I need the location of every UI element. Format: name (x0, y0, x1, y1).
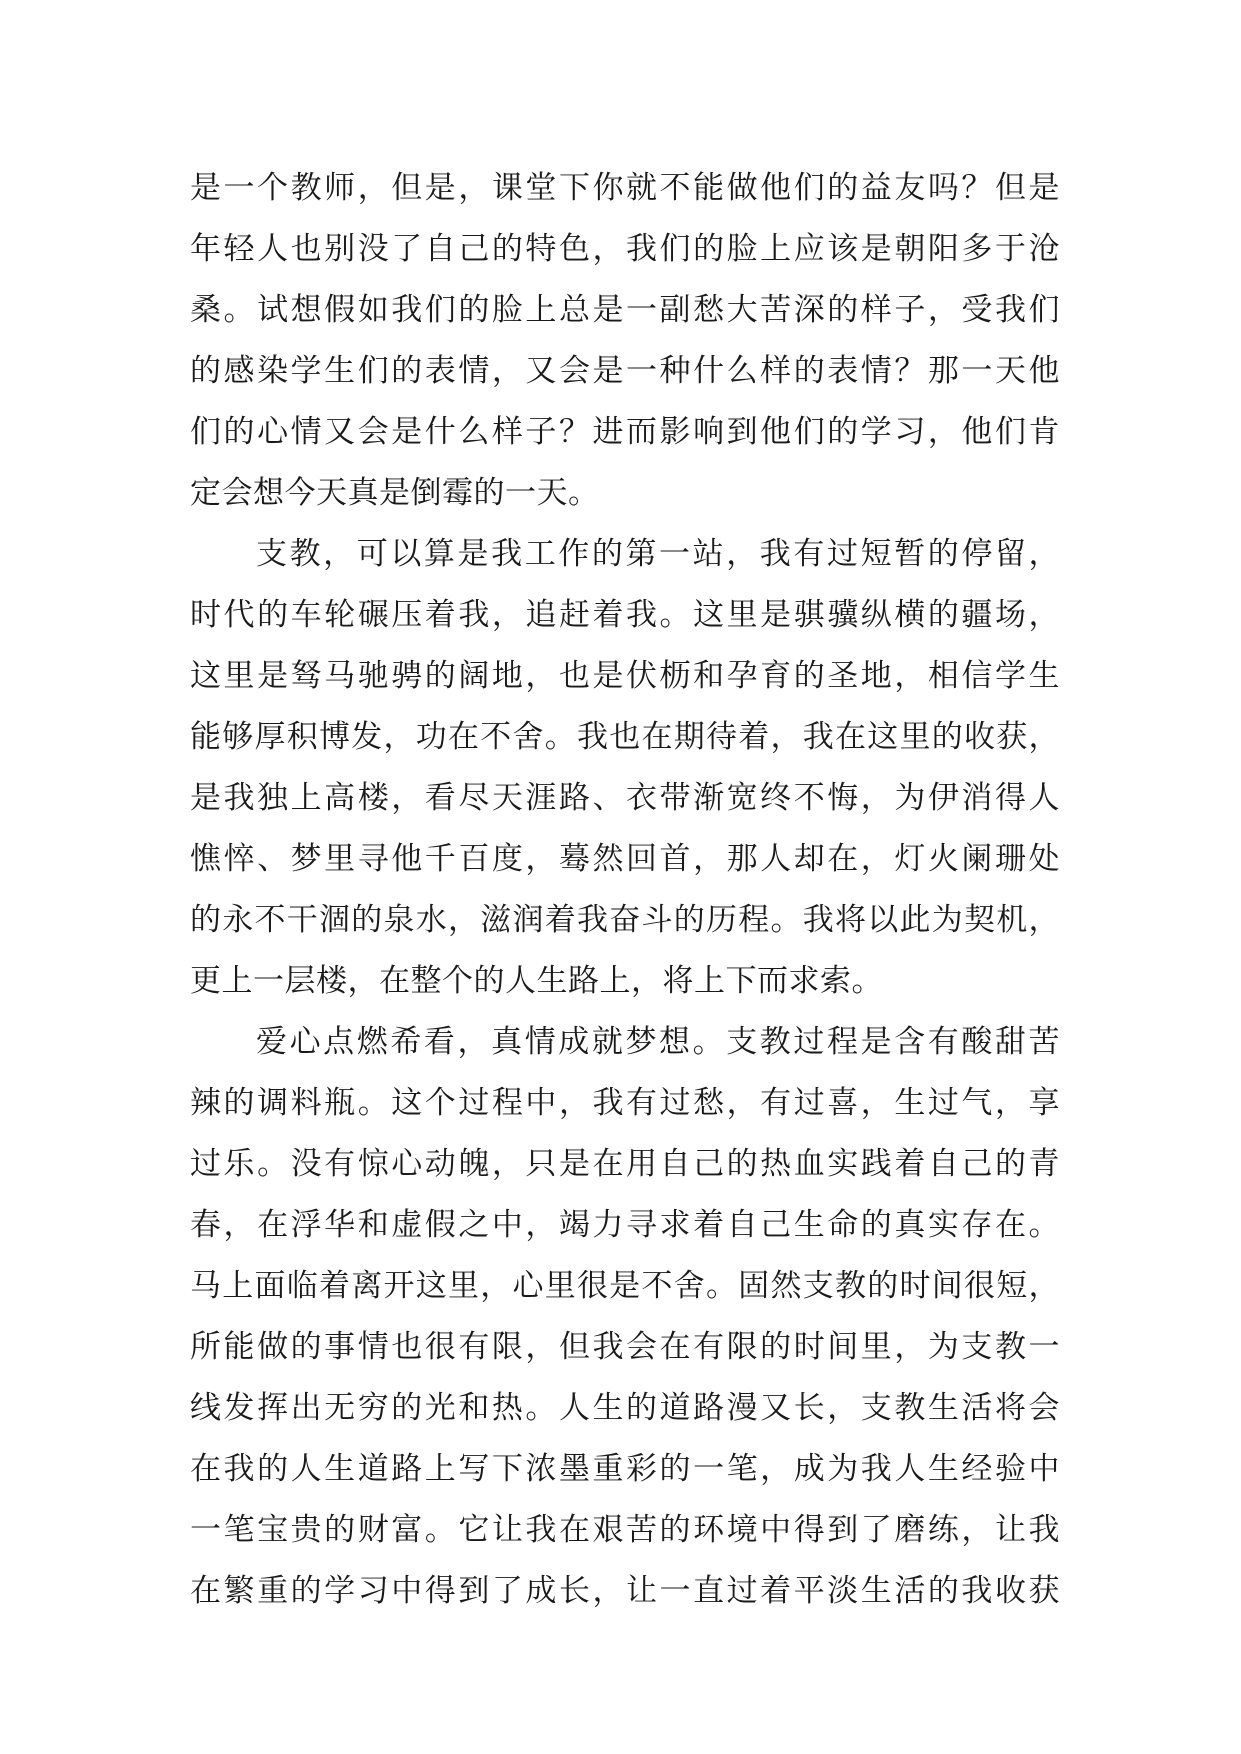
text-line: 是一个教师，但是，课堂下你就不能做他们的益友吗？但是 (190, 170, 1060, 206)
text-line: 在我的人生道路上写下浓墨重彩的一笔，成为我人生经验中 (190, 1451, 1060, 1487)
text-line: 是我独上高楼，看尽天涯路、衣带渐宽终不悔，为伊消得人 (190, 780, 1060, 816)
text-line: 更上一层楼，在整个的人生路上，将上下而求索。 (190, 963, 883, 999)
text-line: 过乐。没有惊心动魄，只是在用自己的热血实践着自己的青 (190, 1146, 1060, 1182)
text-line: 能够厚积博发，功在不舍。我也在期待着，我在这里的收获， (190, 719, 1060, 755)
text-line: 辣的调料瓶。这个过程中，我有过愁，有过喜，生过气，享 (190, 1085, 1060, 1121)
text-line: 春，在浮华和虚假之中，竭力寻求着自己生命的真实存在。 (190, 1207, 1060, 1243)
text-line: 的永不干涸的泉水，滋润着我奋斗的历程。我将以此为契机， (190, 902, 1060, 938)
text-line: 线发挥出无穷的光和热。人生的道路漫又长，支教生活将会 (190, 1390, 1060, 1426)
text-line: 们的心情又会是什么样子？进而影响到他们的学习，他们肯 (190, 414, 1060, 450)
text-line: 时代的车轮碾压着我，追赶着我。这里是骐骥纵横的疆场， (190, 597, 1060, 633)
text-line: 桑。试想假如我们的脸上总是一副愁大苦深的样子，受我们 (190, 292, 1060, 328)
text-line: 所能做的事情也很有限，但我会在有限的时间里，为支教一 (190, 1329, 1060, 1365)
text-line: 在繁重的学习中得到了成长，让一直过着平淡生活的我收获 (190, 1573, 1060, 1609)
text-line: 的感染学生们的表情，又会是一种什么样的表情？那一天他 (190, 353, 1060, 389)
paragraph-first-line: 爱心点燃希看，真情成就梦想。支教过程是含有酸甜苦 (256, 1024, 1060, 1060)
paragraph-first-line: 支教，可以算是我工作的第一站，我有过短暂的停留， (256, 536, 1060, 572)
text-line: 马上面临着离开这里，心里很是不舍。固然支教的时间很短， (190, 1268, 1060, 1304)
text-line: 憔悴、梦里寻他千百度，蓦然回首，那人却在，灯火阑珊处 (190, 841, 1060, 877)
text-line: 一笔宝贵的财富。它让我在艰苦的环境中得到了磨练，让我 (190, 1512, 1060, 1548)
text-line: 定会想今天真是倒霉的一天。 (190, 475, 600, 511)
text-line: 年轻人也别没了自己的特色，我们的脸上应该是朝阳多于沧 (190, 231, 1060, 267)
body-text (190, 158, 1060, 1622)
text-line: 这里是驽马驰骋的阔地，也是伏枥和孕育的圣地，相信学生 (190, 658, 1060, 694)
